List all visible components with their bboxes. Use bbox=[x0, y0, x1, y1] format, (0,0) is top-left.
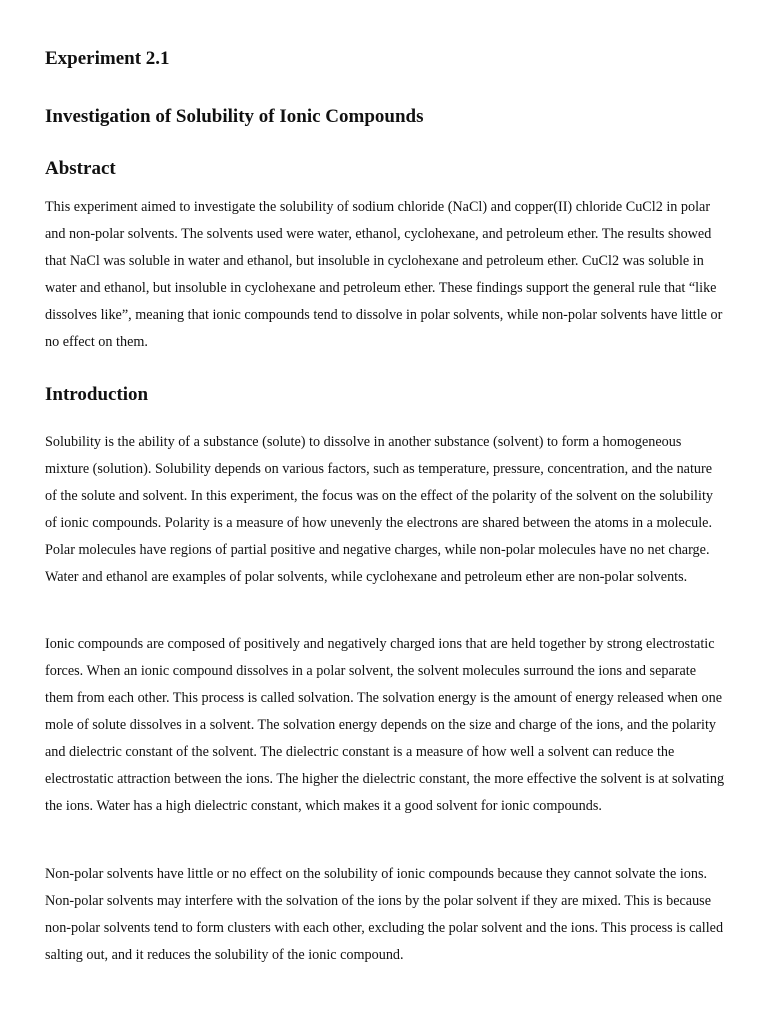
introduction-paragraph-1: Solubility is the ability of a substance (solute) to dissolve in another substance (solvent) to form a homogeneous mixture (solution). Solubility depends on various factors, such as temperature, pressure, concentration, and the nature of the solute and solvent. In this experiment, the focus was on the effect of the polarity of the solvent on the solubility of ionic compounds. Polarity is a measure of how unevenly the electrons are shared between the atoms in a molecule. Polar molecules have regions of partial positive and negative charges, while non-polar molecules have no net charge. Water and ethanol are examples of polar solvents, while cyclohexane and petroleum ether are non-polar solvents. bbox=[45, 434, 713, 585]
introduction-paragraph-2: Ionic compounds are composed of positively and negatively charged ions that are held together by strong electrostatic forces. When an ionic compound dissolves in a polar solvent, the solvent molecules surround the ions and separate them from each other. This process is called solvation. The solvation energy is the amount of energy released when one mole of solute dissolves in a solvent. The solvation energy depends on the size and charge of the ions, and the polarity and dielectric constant of the solvent. The dielectric constant is a measure of how well a solvent can reduce the electrostatic attraction between the ions. The higher the dielectric constant, the more effective the solvent is at solvating the ions. Water has a high dielectric constant, which makes it a good solvent for ionic compounds. bbox=[45, 636, 725, 814]
experiment-heading: Experiment 2.1 bbox=[45, 48, 170, 69]
document-title: Investigation of Solubility of Ionic Compounds bbox=[45, 106, 424, 127]
introduction-heading: Introduction bbox=[45, 384, 149, 405]
abstract-paragraph: This experiment aimed to investigate the solubility of sodium chloride (NaCl) and copper(II) chloride CuCl2 in polar and non-polar solvents. The solvents used were water, ethanol, cyclohexane, and petroleum ether. The results showed that NaCl was soluble in water and ethanol, but insoluble in cyclohexane and petroleum ether. CuCl2 was soluble in water and ethanol, but insoluble in cyclohexane and petroleum ether. These findings support the general rule that “like dissolves like”, meaning that ionic compounds tend to dissolve in polar solvents, while non-polar solvents have little or no effect on them. bbox=[45, 199, 723, 350]
abstract-heading: Abstract bbox=[45, 158, 116, 179]
introduction-paragraph-3: Non-polar solvents have little or no effect on the solubility of ionic compounds because they cannot solvate the ions. Non-polar solvents may interfere with the solvation of the ions by the polar solvent if they are mixed. This is because non-polar solvents tend to form clusters with each other, excluding the polar solvent and the ions. This process is called salting out, and it reduces the solubility of the ionic compound. bbox=[45, 866, 724, 963]
